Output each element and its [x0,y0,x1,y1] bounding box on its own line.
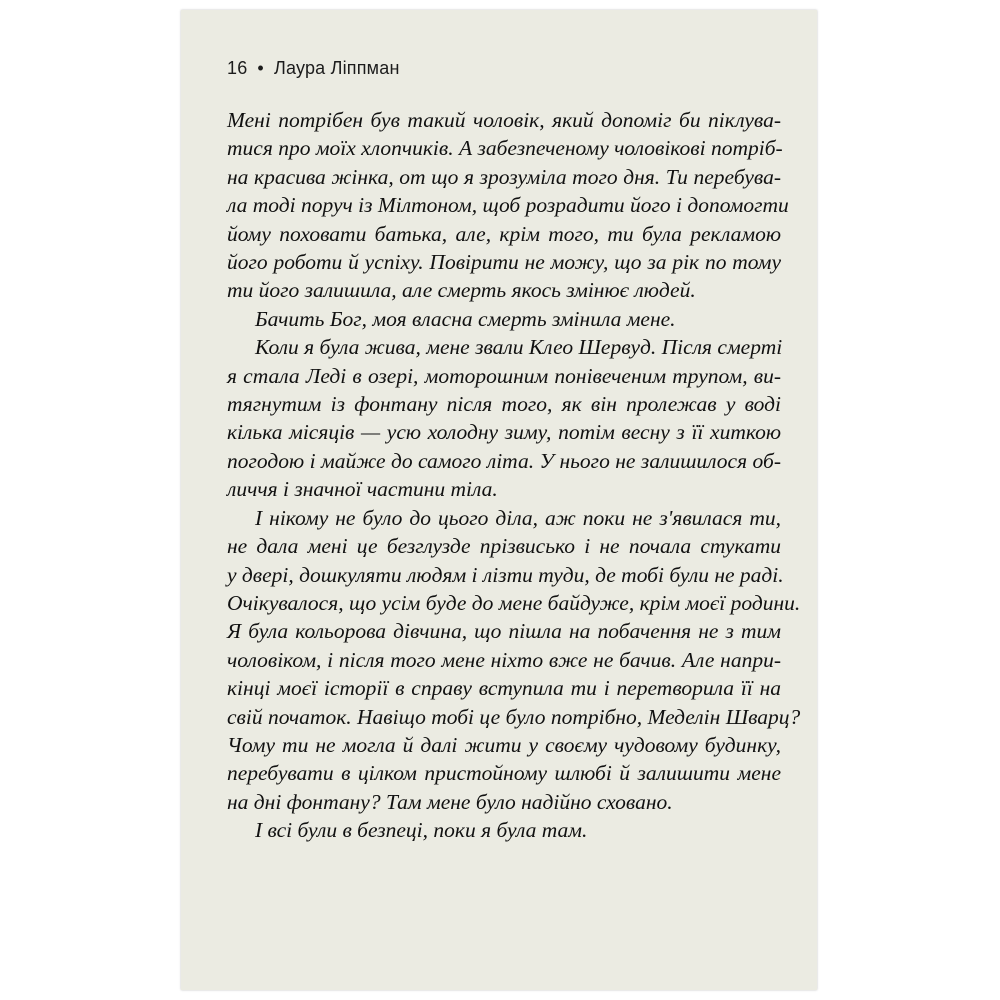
text-line: І нікому не було до цього діла, аж поки не з'явилася ти, [255,505,781,530]
header-separator: • [257,58,264,78]
text-line: йому поховати батька, але, крім того, ти була рекламою [227,221,781,246]
text-line: Я була кольорова дівчина, що пішла на побачення не з тим [227,619,781,644]
text-line: Коли я була жива, мене звали Клео Шервуд. Після смерті [255,335,783,360]
text-line: на красива жінка, от що я зрозуміла того дня. Ти перебува- [227,164,781,189]
paragraph [227,106,789,305]
text-line: І всі були в безпеці, поки я була там. [255,818,588,843]
text-line: не дала мені це безглузде прізвисько і не почала стукати [227,534,781,559]
author-name: Лаура Ліппман [273,58,400,78]
text-line: його роботи й успіху. Повірити не можу, що за рік по тому [227,250,781,275]
text-line: личчя і значної частини тіла. [227,477,498,502]
text-line: на дні фонтану? Там мене було надійно сховано. [227,789,673,814]
text-line: Мені потрібен був такий чоловік, який допоміг би піклува- [227,108,781,132]
running-header [227,58,400,79]
text-line: свій початок. Навіщо тобі це було потрібно, Меделін Шварц? [227,704,801,729]
text-line: Бачить Бог, моя власна смерть змінила мене. [255,306,676,331]
book-page [181,10,817,990]
text-line: я стала Леді в озері, моторошним понівеченим трупом, ви- [227,363,781,388]
paragraph [227,333,781,503]
text-line: ла тоді поруч із Мілтоном, щоб розрадити його і допомогти [227,193,789,218]
text-line: у двері, дошкуляти людям і лізти туди, де тобі були не раді. [227,562,784,587]
text-line: тягнутим із фонтану після того, як він пролежав у воді [227,392,781,417]
paragraph [227,504,801,816]
paragraph [227,305,781,333]
text-line: кілька місяців — усю холодну зиму, потім весну з її хиткою [227,420,781,445]
text-line: кінці моєї історії в справу вступила ти і перетворила її на [227,676,781,701]
text-line: погодою і майже до самого літа. У нього не залишилося об- [227,448,781,473]
text-line: Очікувалося, що усім буде до мене байдуже, крім моєї родини. [227,590,801,615]
text-line: перебувати в цілком пристойному шлюбі й залишити мене [227,761,781,786]
text-line: Чому ти не могла й далі жити у своєму чудовому будинку, [227,732,781,757]
text-line: чоловіком, і після того мене ніхто вже не бачив. Але напри- [227,647,781,672]
paragraph [227,816,781,844]
text-line: тися про моїх хлопчиків. А забезпеченому чоловікові потріб- [227,136,783,161]
body-text [227,106,801,845]
text-line: ти його залишила, але смерть якось змінює людей. [227,278,696,303]
page-number: 16 [227,58,248,78]
